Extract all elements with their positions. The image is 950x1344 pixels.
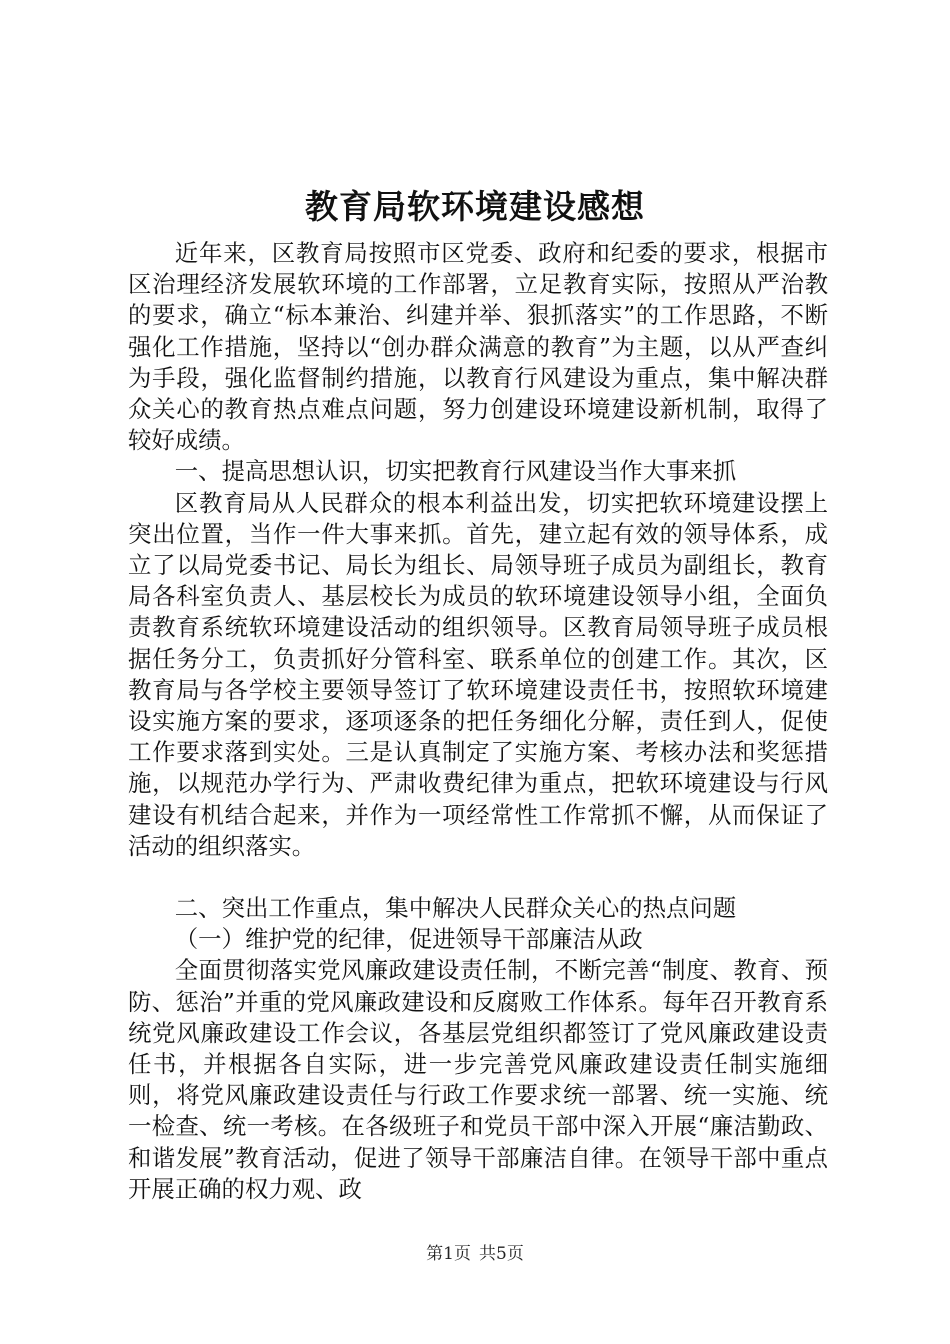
subsection-heading-1: （一）维护党的纪律，促进领导干部廉洁从政 [174, 925, 643, 954]
page-total: 共5页 [479, 1244, 524, 1264]
section-heading-1: 一、提高思想认识，切实把教育行风建设当作大事来抓 [174, 457, 737, 486]
section-heading-2: 二、突出工作重点，集中解决人民群众关心的热点问题 [174, 894, 737, 923]
document-body [128, 238, 828, 1205]
page-footer [0, 1242, 950, 1266]
document-title: 教育局软环境建设感想 [305, 187, 645, 226]
intro-paragraph: 近年来，区教育局按照市区党委、政府和纪委的要求，根据市区治理经济发展软环境的工作部署，立足教育实际，按照从严治教的要求，确立“标本兼治、纠建并举、狠抓落实”的工作思路，不断强化工作措施，坚持以“创办群众满意的教育”为主题，以从严查纠为手段，强化监督制约措施，以教育行风建设为重点，集中解决群众关心的教育热点难点问题，努力创建设环境建设新机制，取得了较好成绩。 [128, 239, 828, 455]
page-number: 第1页 [426, 1244, 471, 1264]
section-1-paragraph: 区教育局从人民群众的根本利益出发，切实把软环境建设摆上突出位置，当作一件大事来抓。首先，建立起有效的领导体系，成立了以局党委书记、局长为组长、局领导班子成员为副组长，教育局各科室负责人、基层校长为成员的软环境建设领导小组，全面负责教育系统软环境建设活动的组织领导。区教育局领导班子成员根据任务分工，负责抓好分管科室、联系单位的创建工作。其次，区教育局与各学校主要领导签订了软环境建设责任书，按照软环境建设实施方案的要求，逐项逐条的把任务细化分解，责任到人，促使工作要求落到实处。三是认真制定了实施方案、考核办法和奖惩措施，以规范办学行为、严肃收费纪律为重点，把软环境建设与行风建设有机结合起来，并作为一项经常性工作常抓不懈，从而保证了活动的组织落实。 [128, 488, 828, 860]
subsection-1-paragraph: 全面贯彻落实党风廉政建设责任制，不断完善“制度、教育、预防、惩治”并重的党风廉政建设和反腐败工作体系。每年召开教育系统党风廉政建设工作会议，各基层党组织都签订了党风廉政建设责任书，并根据各自实际，进一步完善党风廉政建设责任制实施细则，将党风廉政建设责任与行政工作要求统一部署、统一实施、统一检查、统一考核。在各级班子和党员干部中深入开展“廉洁勤政、和谐发展”教育活动，促进了领导干部廉洁自律。在领导干部中重点开展正确的权力观、政 [128, 956, 828, 1203]
